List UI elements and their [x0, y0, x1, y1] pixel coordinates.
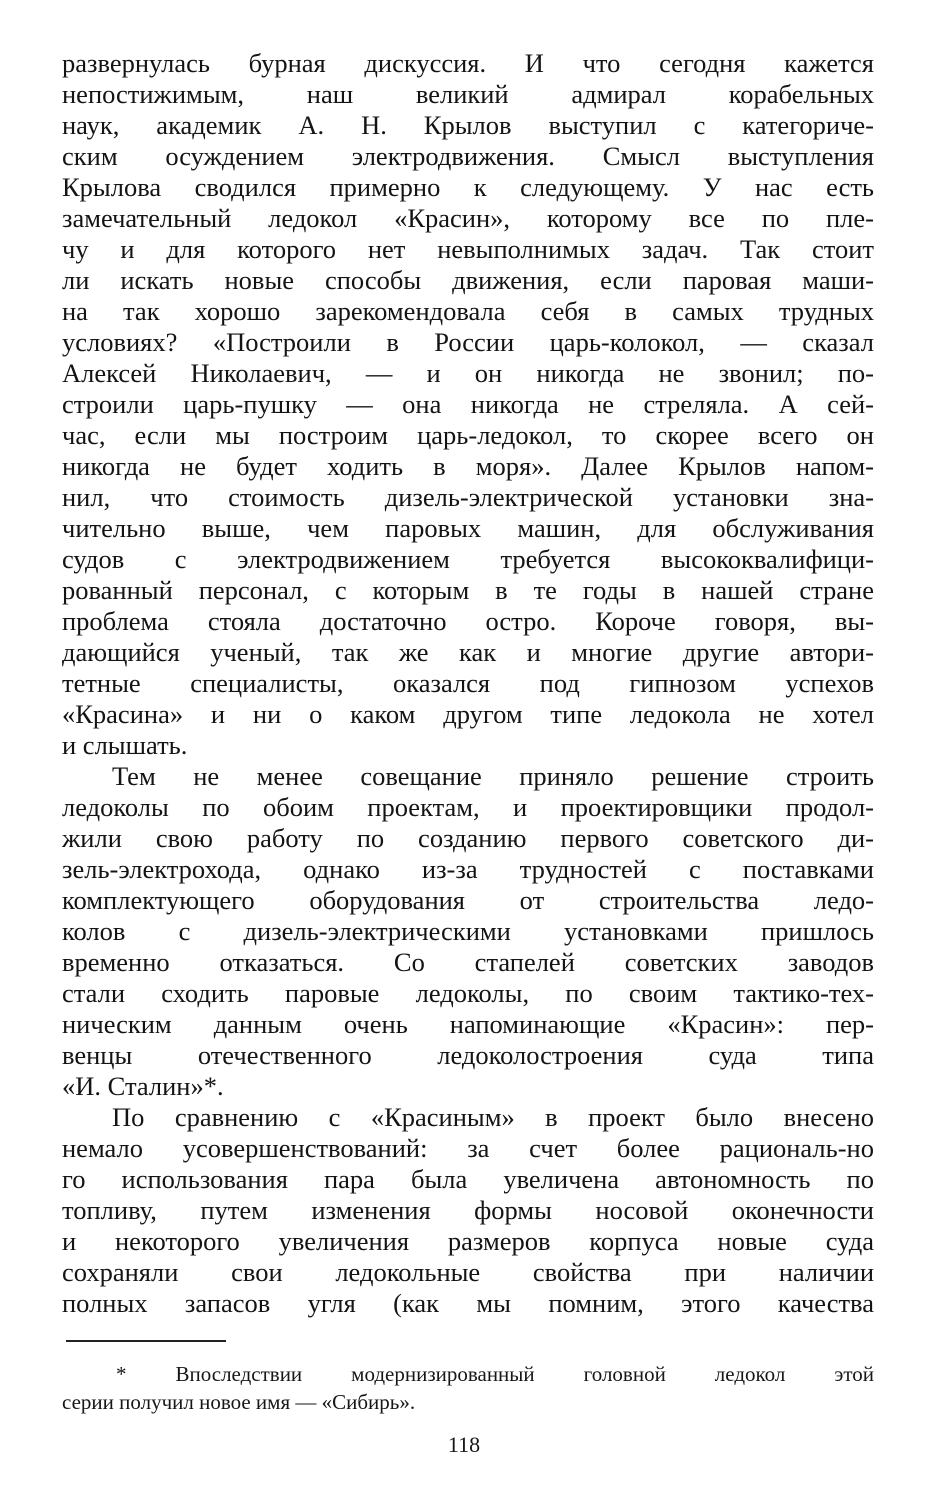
text-line: комплектующего оборудования от строительства ледо-	[62, 885, 874, 915]
footnote-line: * Впоследствии модернизированный головной ледокол этой	[116, 1362, 874, 1386]
text-line: «И. Сталин»*.	[62, 1071, 224, 1101]
text-line: Крылова сводился примерно к следующему. У нас есть	[62, 172, 874, 202]
text-line: немало усовершенствований: за счет более рациональ-но	[62, 1133, 874, 1163]
text-line: Алексей Николаевич, — и он никогда не звонил; по-	[62, 358, 874, 388]
text-line: го использования пара была увеличена автономность по	[62, 1164, 874, 1194]
text-line: нил, что стоимость дизель-электрической установки зна-	[62, 482, 874, 512]
text-line: и некоторого увеличения размеров корпуса новые суда	[62, 1226, 874, 1256]
text-line: ледоколы по обоим проектам, и проектировщики продол-	[62, 792, 874, 822]
text-line: колов с дизель-электрическими установками пришлось	[62, 916, 874, 946]
text-line: непостижимым, наш великий адмирал корабельных	[62, 79, 874, 109]
text-line: чу и для которого нет невыполнимых задач. Так стоит	[62, 234, 874, 264]
text-line: час, если мы построим царь-ледокол, то скорее всего он	[62, 420, 874, 450]
text-line: По сравнению с «Красиным» в проект было внесено	[112, 1102, 874, 1132]
text-line: наук, академик А. Н. Крылов выступил с категориче-	[62, 110, 874, 140]
footnote	[62, 1360, 874, 1416]
footnote-divider	[66, 1340, 226, 1342]
text-line: развернулась бурная дискуссия. И что сегодня кажется	[62, 48, 874, 78]
text-line: зель-электрохода, однако из-за трудностей с поставками	[62, 854, 874, 884]
text-line: жили свою работу по созданию первого советского ди-	[62, 823, 874, 853]
text-line: Тем не менее совещание приняло решение строить	[112, 761, 874, 791]
text-line: ским осуждением электродвижения. Смысл выступления	[62, 141, 874, 171]
text-line: условиях? «Построили в России царь-колокол, — сказал	[62, 327, 874, 357]
page-number: 118	[447, 1432, 481, 1457]
paragraph-2	[62, 761, 874, 1102]
paragraph-3	[62, 1102, 874, 1319]
text-line: венцы отечественного ледоколостроения суда типа	[62, 1040, 874, 1070]
text-line: стали сходить паровые ледоколы, по своим тактико-тех-	[62, 978, 874, 1008]
text-line: топливу, путем изменения формы носовой оконечности	[62, 1195, 874, 1225]
text-line: никогда не будет ходить в моря». Далее Крылов напом-	[62, 451, 874, 481]
footnote-line: серии получил новое имя — «Сибирь».	[62, 1390, 416, 1414]
text-line: полных запасов угля (как мы помним, этого качества	[62, 1288, 874, 1318]
text-line: временно отказаться. Со стапелей советских заводов	[62, 947, 874, 977]
page-body	[62, 48, 874, 1319]
text-line: ли искать новые способы движения, если паровая маши-	[62, 265, 874, 295]
paragraph-1	[62, 48, 874, 761]
text-line: на так хорошо зарекомендовала себя в самых трудных	[62, 296, 874, 326]
text-line: «Красина» и ни о каком другом типе ледокола не хотел	[62, 699, 874, 729]
text-line: тетные специалисты, оказался под гипнозом успехов	[62, 668, 874, 698]
text-line: проблема стояла достаточно остро. Короче говоря, вы-	[62, 606, 874, 636]
text-line: строили царь-пушку — она никогда не стреляла. А сей-	[62, 389, 874, 419]
text-line: и слышать.	[62, 730, 188, 760]
text-line: рованный персонал, с которым в те годы в нашей стране	[62, 575, 874, 605]
text-line: дающийся ученый, так же как и многие другие автори-	[62, 637, 874, 667]
text-line: чительно выше, чем паровых машин, для обслуживания	[62, 513, 874, 543]
text-line: судов с электродвижением требуется высококвалифици-	[62, 544, 874, 574]
text-line: замечательный ледокол «Красин», которому все по пле-	[62, 203, 874, 233]
text-line: сохраняли свои ледокольные свойства при наличии	[62, 1257, 874, 1287]
text-line: ническим данным очень напоминающие «Красин»: пер-	[62, 1009, 874, 1039]
